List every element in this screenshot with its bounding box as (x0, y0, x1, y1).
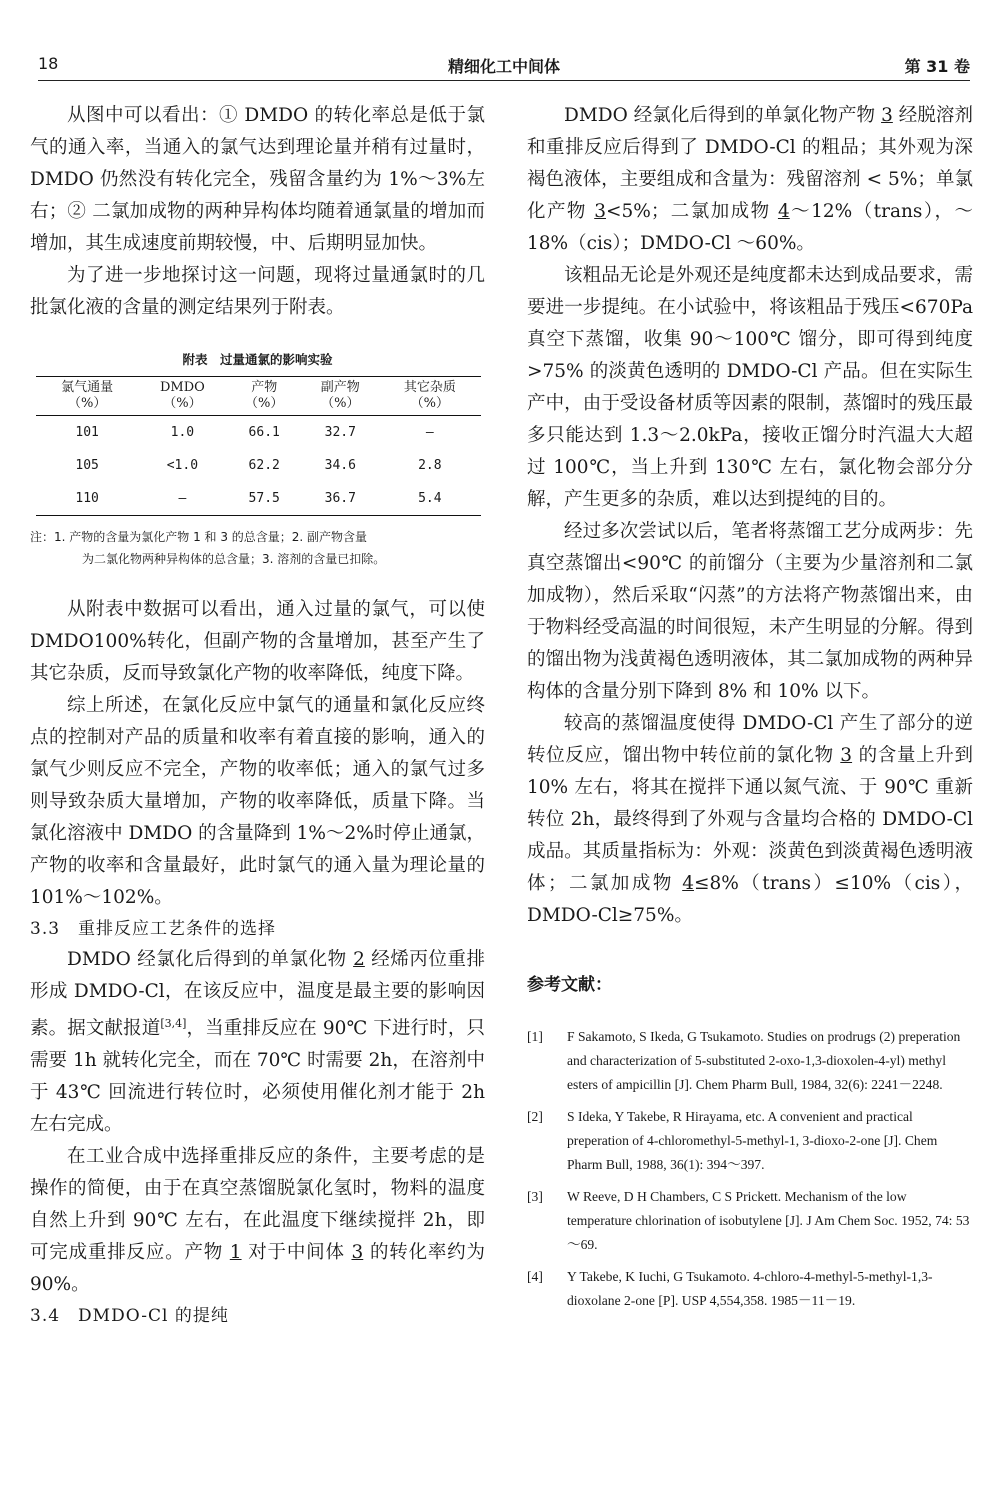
paragraph-crude-product: DMDO 经氯化后得到的单氯化物产物 3 经脱溶剂和重排反应后得到了 DMDO-Cl 的粗品；其外观为深褐色液体，主要组成和含量为：残留溶剂 < 5%；单氯化产物 3<5%；二氯加成物 4～12%（trans），～18%（cis）；DMDO-Cl ～60%。 (527, 105, 974, 254)
paragraph-summary: 综上所述，在氯化反应中氯气的通量和氯化反应终点的控制对产品的质量和收率有着直接的影响，通入的氯气少则反应不完全，产物的收率低；通入的氯气过多则导致杂质大量增加，产物的收率降低，质量下降。当氯化溶液中 DMDO 的含量降到 1%～2%时停止通氯，产物的收率和含量最好，此时氯气的通入量为理论量的 101%～102%。 (30, 695, 485, 908)
column-header-chlorine-flux: 氯气通量 （%） (61, 380, 114, 411)
table-cell: 57.5 (248, 491, 280, 506)
reference-text: F Sakamoto, S Ikeda, G Tsukamoto. Studies on prodrugs (2) preperation and characterization of 5-substituted 2-oxo-1,3-dioxolen-4-yl) methyl esters of ampicillin [J]. Chem Pharm Bull, 1984, 32(6): 2241－2248. (567, 1029, 961, 1092)
reference-item (527, 1025, 973, 1097)
reference-item (527, 1265, 973, 1313)
reference-text: S Ideka, Y Takebe, R Hirayama, etc. A convenient and practical preperation of 4-chloromethyl-5-methyl-1, 3-dioxo-2-one [J]. Chem Pharm Bull, 1988, 36(1): 394～397. (567, 1109, 938, 1172)
reference-number: [1] (527, 1029, 543, 1044)
running-header (38, 50, 970, 81)
table-note-line-1: 注：1. 产物的含量为氯化产物 1 和 3 的总含量；2. 副产物含量 (30, 530, 368, 544)
reference-number: [4] (527, 1269, 543, 1284)
table-note-line-2: 为二氯化物两种异构体的总含量；3. 溶剂的含量已扣除。 (82, 552, 386, 566)
table-cell: 101 (75, 425, 99, 440)
reference-item (527, 1105, 973, 1177)
table-cell: 62.2 (248, 458, 280, 473)
volume-label: 第 31 卷 (904, 57, 970, 76)
paragraph-industrial: 在工业合成中选择重排反应的条件，主要考虑的是操作的简便，由于在真空蒸馏脱氯化氢时，物料的温度自然上升到 90℃ 左右，在此温度下继续搅拌 2h，即可完成重排反应。产物 1 对于中间体 3 的转化率约为 90%。 (30, 1146, 485, 1296)
table-row (36, 449, 481, 482)
paragraph-figure-observations: 从图中可以看出：① DMDO 的转化率总是低于氯气的通入率，当通入的氯气达到理论量并稍有过量时，DMDO 仍然没有转化完全，残留含量约为 1%～3%左右；② 二氯加成物的两种异构体均随着通氯量的增加而增加，其生成速度前期较慢，中、后期明显加快。 (30, 105, 485, 254)
section-heading-3-3: 3.3 重排反应工艺条件的选择 (30, 919, 277, 939)
table-cell: 2.8 (418, 458, 442, 473)
table-cell: 66.1 (248, 425, 280, 440)
paragraph-reverse-rearrangement: 较高的蒸馏温度使得 DMDO-Cl 产生了部分的逆转位反应，馏出物中转位前的氯化物 3 的含量上升到 10% 左右，将其在搅拌下通以氮气流、于 90℃ 重新转位 2h，最终得到了外观与含量均合格的 DMDO-Cl 成品。其质量指标为：外观：淡黄色到淡黄褐色透明液体；二氯加成物 4≤8%（trans）≤10%（cis），DMDO-Cl≥75%。 (527, 713, 973, 926)
reference-text: W Reeve, D H Chambers, C S Prickett. Mechanism of the low temperature chlorination of isobutylene [J]. J Am Chem Soc. 1952, 74: 53～69. (567, 1189, 970, 1252)
reference-text: Y Takebe, K Iuchi, G Tsukamoto. 4-chloro-4-methyl-5-methyl-1,3-dioxolane 2-one [P]. USP 4,554,358. 1985－11－19. (567, 1269, 933, 1308)
table-cell: 32.7 (324, 425, 356, 440)
column-header-impurities: 其它杂质 （%） (403, 380, 456, 411)
journal-title: 精细化工中间体 (447, 57, 560, 76)
table-caption: 附表 过量通氯的影响实验 (182, 352, 333, 367)
table-cell: 110 (75, 491, 99, 506)
table-cell: — (425, 425, 434, 440)
table-cell: <1.0 (166, 458, 199, 473)
excess-chlorine-table (36, 376, 481, 516)
paragraph-table-analysis: 从附表中数据可以看出，通入过量的氯气，可以使 DMDO100%转化，但副产物的含量增加，甚至产生了其它杂质，反而导致氯化产物的收率降低，纯度下降。 (30, 599, 485, 684)
column-header-dmdo: DMDO （%） (159, 380, 205, 411)
table-header-row (36, 377, 481, 416)
table-cell: 36.7 (324, 491, 356, 506)
table-cell: 5.4 (418, 491, 442, 506)
reference-item (527, 1185, 973, 1257)
paragraph-rearrangement: DMDO 经氯化后得到的单氯化物 2 经烯丙位重排形成 DMDO-Cl，在该反应中，温度是最主要的影响因素。据文献报道[3,4]，当重排反应在 90℃ 下进行时，只需要 1h 就转化完全，而在 70℃ 时需要 2h，在溶剂中于 43℃ 回流进行转位时，必须使用催化剂才能于 2h 左右完成。 (30, 949, 485, 1136)
table-note (30, 526, 485, 570)
paragraph-two-step-distillation: 经过多次尝试以后，笔者将蒸馏工艺分成两步：先真空蒸馏出<90℃ 的前馏分（主要为少量溶剂和二氯加成物），然后采取“闪蒸”的方法将产物蒸馏出来，由于物料经受高温的时间很短，未产生明显的分解。得到的馏出物为浅黄褐色透明液体，其二氯加成物的两种异构体的含量分别下降到 8% 和 10% 以下。 (527, 521, 973, 702)
table-cell: — (178, 491, 187, 506)
citation-3-4: [3,4] (160, 1017, 187, 1030)
reference-number: [3] (527, 1189, 543, 1204)
column-header-byproduct: 副产物 （%） (320, 380, 360, 411)
right-column (527, 100, 973, 1321)
references-heading: 参考文献： (527, 975, 612, 995)
section-heading-3-4: 3.4 DMDO-Cl 的提纯 (30, 1306, 229, 1327)
table-cell: 105 (75, 458, 99, 473)
table-cell: 1.0 (170, 425, 195, 440)
left-column (30, 100, 485, 1331)
paragraph-purification: 该粗品无论是外观还是纯度都未达到成品要求，需要进一步提纯。在小试验中，将该粗品于残压<670Pa 真空下蒸馏，收集 90～100℃ 馏分，即可得到纯度>75% 的淡黄色透明的 DMDO-Cl 产品。但在实际生产中，由于受设备材质等因素的限制，蒸馏时的残压最多只能达到 1.3～2.0kPa，接收正馏分时汽温大大超过 100℃，当上升到 130℃ 左右，氯化物会部分分解，产生更多的杂质，难以达到提纯的目的。 (527, 265, 973, 510)
page-number: 18 (38, 54, 59, 73)
column-header-product: 产物 （%） (245, 380, 284, 411)
reference-number: [2] (527, 1109, 543, 1124)
table-row (36, 482, 481, 516)
table-row (36, 416, 481, 450)
paragraph-table-intro: 为了进一步地探讨这一问题，现将过量通氯时的几批氯化液的含量的测定结果列于附表。 (30, 265, 485, 318)
table-cell: 34.6 (324, 458, 356, 473)
